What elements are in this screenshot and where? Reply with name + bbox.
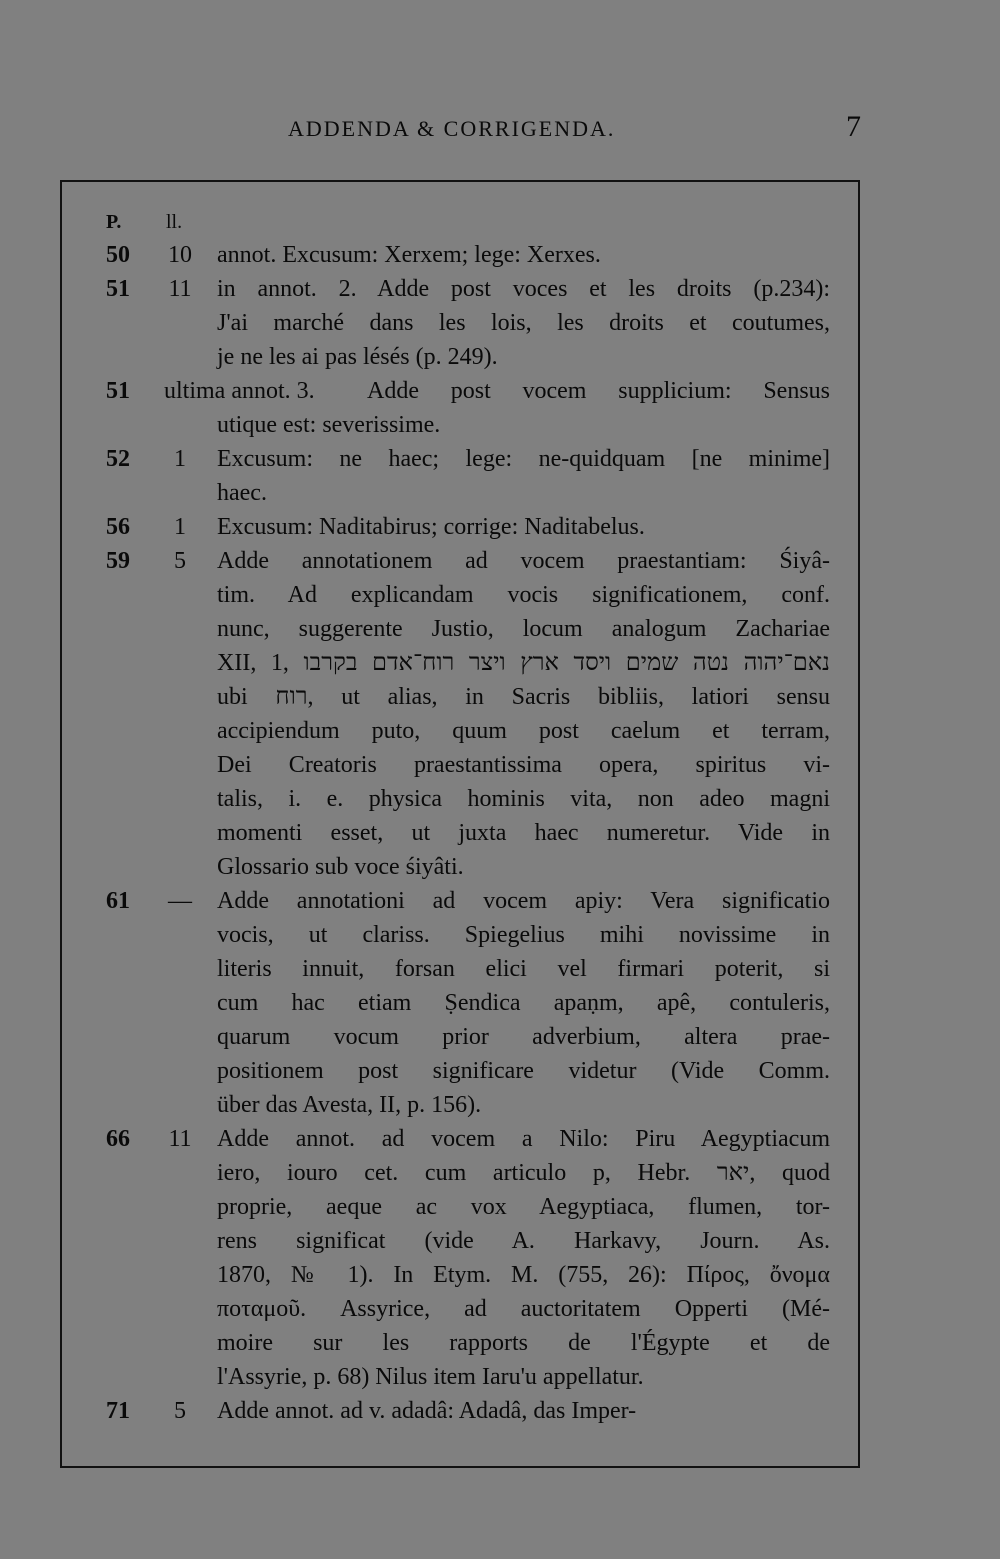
text-line: Excusum: ne haec; lege: ne-quidquam [ne minime] bbox=[217, 446, 830, 472]
text-line: Adde annot. ad v. adadâ: Adadâ, das Imper- bbox=[217, 1398, 637, 1424]
text-line: iero, iouro cet. cum articulo p, Hebr. יאר, quod bbox=[217, 1160, 831, 1186]
text-line: nunc, suggerente Justio, locum analogum Zachariae bbox=[217, 616, 830, 642]
text-line: in annot. 2. Adde post voces et les droits (p.234): bbox=[217, 276, 830, 302]
corrigenda-entry bbox=[0, 374, 1000, 442]
text-line: haec. bbox=[217, 480, 267, 506]
entry-page-number: 61 bbox=[106, 888, 130, 914]
text-line: vocis, ut clariss. Spiegelius mihi novissime in bbox=[217, 922, 830, 948]
corrigenda-entry bbox=[0, 238, 1000, 272]
corrigenda-entry bbox=[0, 272, 1000, 374]
corrigenda-entry bbox=[0, 510, 1000, 544]
entry-text bbox=[217, 1122, 830, 1394]
entry-text bbox=[217, 272, 830, 374]
text-line: tim. Ad explicandam vocis significationem, conf. bbox=[217, 582, 830, 608]
entry-text bbox=[217, 510, 830, 544]
entry-page-number: 71 bbox=[106, 1398, 130, 1424]
entry-text bbox=[217, 884, 830, 1122]
text-line: je ne les ai pas lésés (p. 249). bbox=[217, 344, 498, 370]
corrigenda-entry bbox=[0, 544, 1000, 884]
text-line: talis, i. e. physica hominis vita, non adeo magni bbox=[217, 786, 830, 812]
page-column-header: P. bbox=[106, 211, 122, 233]
entry-page-number: 51 bbox=[106, 276, 130, 302]
page-number: 7 bbox=[846, 110, 861, 143]
text-line: rens significat (vide A. Harkavy, Journ. As. bbox=[217, 1228, 830, 1254]
text-line: utique est: severissime. bbox=[217, 412, 441, 438]
entry-text bbox=[217, 442, 830, 510]
entry-text bbox=[217, 544, 830, 884]
entry-line-number: 10 bbox=[168, 242, 192, 268]
corrigenda-list bbox=[0, 238, 1000, 1428]
corrigenda-entry bbox=[0, 884, 1000, 1122]
text-line: XII, 1, נאם־יהוה נטה שמים ויסד ארץ ויצר רוח־אדם בקרבו bbox=[217, 650, 830, 676]
text-line: Adde post vocem supplicium: Sensus bbox=[367, 378, 830, 404]
text-line: quarum vocum prior adverbium, altera prae- bbox=[217, 1024, 830, 1050]
text-line: annot. Excusum: Xerxem; lege: Xerxes. bbox=[217, 242, 601, 268]
entry-line-number: 11 bbox=[168, 1126, 192, 1152]
entry-page-number: 56 bbox=[106, 514, 130, 540]
text-line: ποταμοῦ. Assyrice, ad auctoritatem Opperti (Mé- bbox=[217, 1296, 830, 1322]
entry-page-number: 50 bbox=[106, 242, 130, 268]
text-line: cum hac etiam Ṣendica apaṇm, apê, contuleris, bbox=[217, 990, 830, 1016]
text-line: positionem post significare videtur (Vide Comm. bbox=[217, 1058, 830, 1084]
line-column-header: ll. bbox=[166, 211, 183, 233]
entry-page-number: 59 bbox=[106, 548, 130, 574]
text-line: momenti esset, ut juxta haec numeretur. Vide in bbox=[217, 820, 830, 846]
corrigenda-entry bbox=[0, 442, 1000, 510]
text-line: l'Assyrie, p. 68) Nilus item Iaru'u appellatur. bbox=[217, 1364, 644, 1390]
corrigenda-entry bbox=[0, 1122, 1000, 1394]
entry-line-number: 1 bbox=[174, 446, 186, 472]
text-line: Glossario sub voce śiyâti. bbox=[217, 854, 464, 880]
text-line: über das Avesta, II, p. 156). bbox=[217, 1092, 482, 1118]
text-line: Adde annotationi ad vocem apiy: Vera significatio bbox=[217, 888, 830, 914]
entry-page-number: 66 bbox=[106, 1126, 130, 1152]
text-line: J'ai marché dans les lois, les droits et coutumes, bbox=[217, 310, 830, 336]
text-line: moire sur les rapports de l'Égypte et de bbox=[217, 1330, 830, 1356]
text-line: Dei Creatoris praestantissima opera, spiritus vi- bbox=[217, 752, 830, 778]
entry-line-number: 11 bbox=[168, 276, 192, 302]
entry-line-number: 5 bbox=[174, 1398, 186, 1424]
text-line: 1870, № 1). In Etym. M. (755, 26): Πίρος, ὄνομα bbox=[217, 1262, 830, 1288]
corrigenda-entry bbox=[0, 1394, 1000, 1428]
text-line: ubi רוח, ut alias, in Sacris bibliis, latiori sensu bbox=[217, 684, 830, 710]
entry-line-number: ultima annot. 3. bbox=[164, 378, 315, 404]
text-line: Adde annotationem ad vocem praestantiam: Śiyâ- bbox=[217, 548, 830, 574]
text-line: accipiendum puto, quum post caelum et terram, bbox=[217, 718, 830, 744]
text-line: Adde annot. ad vocem a Nilo: Piru Aegyptiacum bbox=[217, 1126, 830, 1152]
running-title: ADDENDA & CORRIGENDA. bbox=[288, 116, 616, 141]
entry-line-number: — bbox=[168, 888, 192, 914]
entry-text bbox=[217, 238, 830, 272]
text-line: Excusum: Naditabirus; corrige: Naditabelus. bbox=[217, 514, 645, 540]
entry-page-number: 51 bbox=[106, 378, 130, 404]
entry-text bbox=[217, 1394, 830, 1428]
text-line: literis innuit, forsan elici vel firmari poterit, si bbox=[217, 956, 830, 982]
entry-line-number: 5 bbox=[174, 548, 186, 574]
entry-page-number: 52 bbox=[106, 446, 130, 472]
entry-line-number: 1 bbox=[174, 514, 186, 540]
text-line: proprie, aeque ac vox Aegyptiaca, flumen, tor- bbox=[217, 1194, 830, 1220]
